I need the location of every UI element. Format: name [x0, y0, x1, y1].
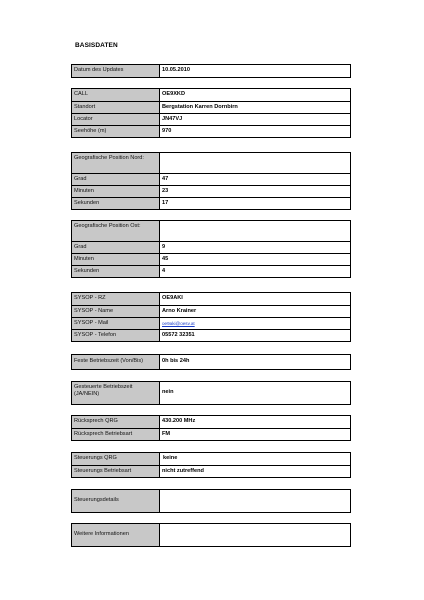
- locator-value: JN47VJ: [162, 116, 183, 122]
- table-row: [72, 173, 350, 185]
- call-value: OE9XKD: [162, 91, 186, 97]
- call-label: CALL: [72, 89, 160, 101]
- table-row: [72, 465, 350, 477]
- sysop-name-value: Arno Krainer: [162, 308, 197, 314]
- update-date-table: [71, 64, 351, 78]
- nord-sekunden-value: 17: [162, 200, 169, 206]
- table-row: [72, 317, 350, 329]
- table-row: [72, 153, 350, 173]
- table-row: [72, 113, 350, 125]
- weitere-value: [160, 524, 350, 546]
- table-row: [72, 221, 350, 241]
- rueckspruch-table: [71, 415, 351, 441]
- table-row: [72, 428, 350, 440]
- betriebszeit-label: Feste Betriebszeit (Von/Bis): [72, 355, 160, 369]
- table-row: [72, 89, 350, 101]
- gesteuert-table: [71, 381, 351, 405]
- sysop-name-label: SYSOP - Name: [72, 306, 160, 317]
- steuerung-betriebsart-label: Steuerungs Betriebsart: [72, 466, 160, 477]
- table-row: [72, 382, 350, 404]
- sysop-rz-value: OE9AKI: [162, 295, 183, 301]
- nord-grad-label: Grad: [72, 174, 160, 185]
- position-ost-value: [160, 221, 350, 241]
- sysop-telefon-label: SYSOP - Telefon: [72, 330, 160, 341]
- table-row: [72, 125, 350, 137]
- nord-sekunden-label: Sekunden: [72, 198, 160, 209]
- table-row: [72, 197, 350, 209]
- steuerung-qrg-value: keine: [163, 455, 178, 461]
- ost-minuten-value: 45: [162, 256, 169, 262]
- sysop-table: [71, 292, 351, 342]
- rueckspruch-betriebsart-label: Rücksprech Betriebsart: [72, 429, 160, 440]
- nord-minuten-value: 23: [162, 188, 169, 194]
- weitere-label: Weitere Informationen: [72, 524, 160, 546]
- gesteuert-value: nein: [162, 389, 174, 395]
- table-row: [72, 305, 350, 317]
- position-nord-label: Geografische Position Nord:: [72, 153, 160, 173]
- steuerungsdetails-label: Steuerungsdetails: [72, 490, 160, 512]
- sysop-mail-label: SYSOP - Mail: [72, 318, 160, 329]
- seehoehe-value: 970: [162, 128, 172, 134]
- standort-value: Bergstation Karren Dornbirn: [162, 104, 238, 110]
- nord-minuten-label: Minuten: [72, 186, 160, 197]
- ost-grad-label: Grad: [72, 242, 160, 253]
- rueckspruch-qrg-label: Rücksprech QRG: [72, 416, 160, 428]
- table-row: [72, 185, 350, 197]
- position-nord-table: [71, 152, 351, 210]
- betriebszeit-table: [71, 354, 351, 370]
- sysop-rz-label: SYSOP - RZ: [72, 293, 160, 305]
- ost-sekunden-value: 4: [162, 268, 166, 274]
- steuerung-qrg-label: Steuerungs QRG: [72, 453, 160, 465]
- update-date-value: 10.05.2010: [162, 67, 190, 73]
- table-row: [72, 524, 350, 546]
- update-date-label: Datum des Updates: [72, 65, 160, 77]
- table-row: [72, 490, 350, 512]
- table-row: [72, 453, 350, 465]
- table-row: [72, 101, 350, 113]
- steuerung-table: [71, 452, 351, 478]
- table-row: [72, 329, 350, 341]
- steuerung-betriebsart-value: nicht zutreffend: [162, 468, 204, 474]
- table-row: [72, 241, 350, 253]
- standort-label: Standort: [72, 102, 160, 113]
- sysop-telefon-value: 05572 32351: [162, 332, 195, 338]
- table-row: [72, 416, 350, 428]
- table-row: [72, 253, 350, 265]
- betriebszeit-value: 0h bis 24h: [162, 358, 190, 364]
- ost-sekunden-label: Sekunden: [72, 266, 160, 277]
- rueckspruch-qrg-value: 430.200 MHz: [162, 418, 196, 424]
- table-row: [72, 265, 350, 277]
- page-title: BASISDATEN: [75, 42, 118, 49]
- station-table: [71, 88, 351, 138]
- table-row: [72, 65, 350, 77]
- steuerungsdetails-value: [160, 490, 350, 512]
- table-row: [72, 293, 350, 305]
- nord-grad-value: 47: [162, 176, 169, 182]
- ost-minuten-label: Minuten: [72, 254, 160, 265]
- rueckspruch-betriebsart-value: FM: [162, 431, 171, 437]
- position-ost-table: [71, 220, 351, 278]
- ost-grad-value: 9: [162, 244, 166, 250]
- weitere-table: [71, 523, 351, 547]
- locator-label: Locator: [72, 114, 160, 125]
- position-ost-label: Geografische Position Ost:: [72, 221, 160, 241]
- gesteuert-label: Gesteuerte Betriebszeit (JA/NEIN): [72, 382, 160, 404]
- sysop-mail-link[interactable]: oe9aki@oesv.at: [162, 321, 195, 326]
- table-row: [72, 355, 350, 369]
- seehoehe-label: Seehöhe (m): [72, 126, 160, 137]
- position-nord-value: [160, 153, 350, 173]
- steuerungsdetails-table: [71, 489, 351, 513]
